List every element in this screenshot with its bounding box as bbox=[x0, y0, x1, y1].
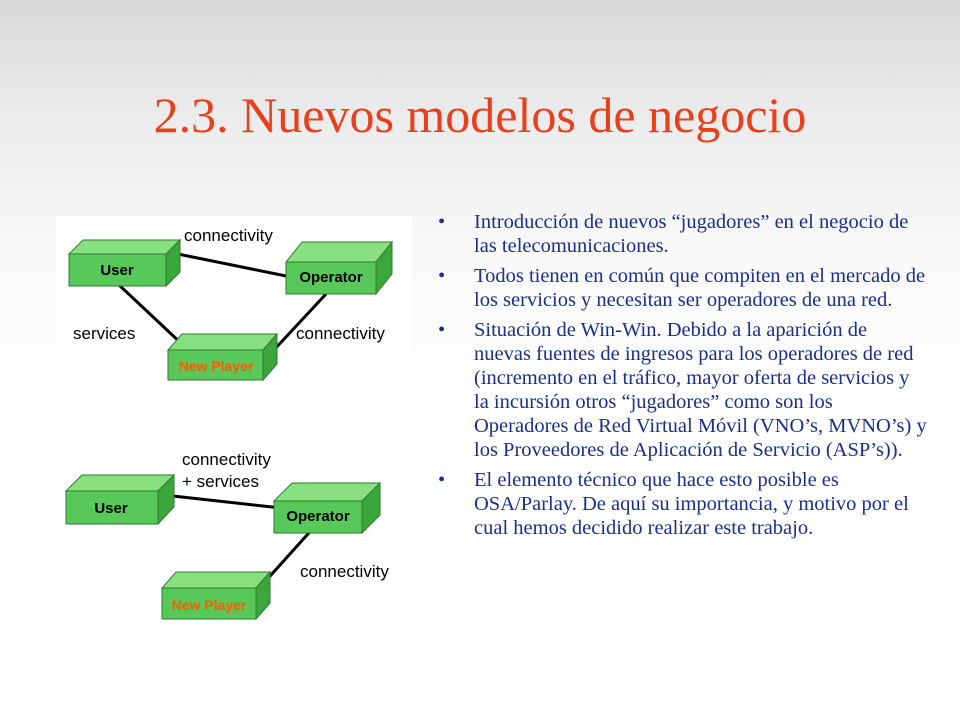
new-player-node bbox=[168, 334, 277, 380]
bullet-dot: • bbox=[438, 211, 446, 233]
new-player-label: New Player bbox=[178, 358, 254, 374]
user-node bbox=[69, 240, 180, 286]
bullet-dot: • bbox=[438, 319, 446, 341]
top-link-label-line2: + services bbox=[182, 472, 259, 491]
operator-label: Operator bbox=[286, 508, 350, 525]
right-link-label: connectivity bbox=[300, 562, 389, 581]
business-model-diagram-1 bbox=[56, 216, 412, 407]
bullet-text: Todos tienen en común que compiten en el mercado de los servicios y necesitan ser operadores de una red. bbox=[474, 265, 926, 311]
slide-title: 2.3. Nuevos modelos de negocio bbox=[153, 87, 807, 143]
bullet-dot: • bbox=[438, 265, 446, 287]
operator-label: Operator bbox=[299, 269, 363, 286]
operator-node bbox=[274, 483, 380, 533]
left-link-label: services bbox=[73, 324, 136, 343]
bullet-item bbox=[438, 264, 928, 312]
bullet-dot: • bbox=[438, 469, 446, 491]
new-player-node bbox=[162, 572, 270, 619]
top-link-label-line1: connectivity bbox=[182, 450, 271, 469]
bullet-item bbox=[438, 318, 928, 462]
user-label: User bbox=[100, 262, 134, 279]
link-operator-newplayer bbox=[272, 294, 326, 352]
bullet-text: Introducción de nuevos “jugadores” en el negocio de las telecomunicaciones. bbox=[474, 211, 909, 257]
right-link-label: connectivity bbox=[296, 324, 385, 343]
link-user-operator bbox=[168, 252, 296, 278]
operator-node bbox=[286, 242, 392, 294]
new-player-label: New Player bbox=[171, 597, 247, 613]
user-label: User bbox=[94, 500, 128, 517]
user-node bbox=[66, 475, 174, 524]
bullet-item bbox=[438, 210, 928, 258]
top-link-label: connectivity bbox=[184, 226, 273, 245]
bullet-text: Situación de Win-Win. Debido a la aparición de nuevas fuentes de ingresos para los operadores de red (incremento en el tráfico, mayor oferta de servicios y la incursión otros “jugadores” como son los Operadores de Red Virtual Móvil (VNO’s, MVNO’s) y los Proveedores de Aplicación de Servicio (ASP’s)). bbox=[474, 319, 927, 461]
bullet-item bbox=[438, 468, 928, 540]
business-model-diagram-2 bbox=[54, 445, 412, 627]
bullet-list bbox=[438, 210, 928, 546]
bullet-text: El elemento técnico que hace esto posible es OSA/Parlay. De aquí su importancia, y motivo por el cual hemos decidido realizar este trabajo. bbox=[474, 469, 909, 539]
link-user-operator bbox=[164, 495, 290, 509]
